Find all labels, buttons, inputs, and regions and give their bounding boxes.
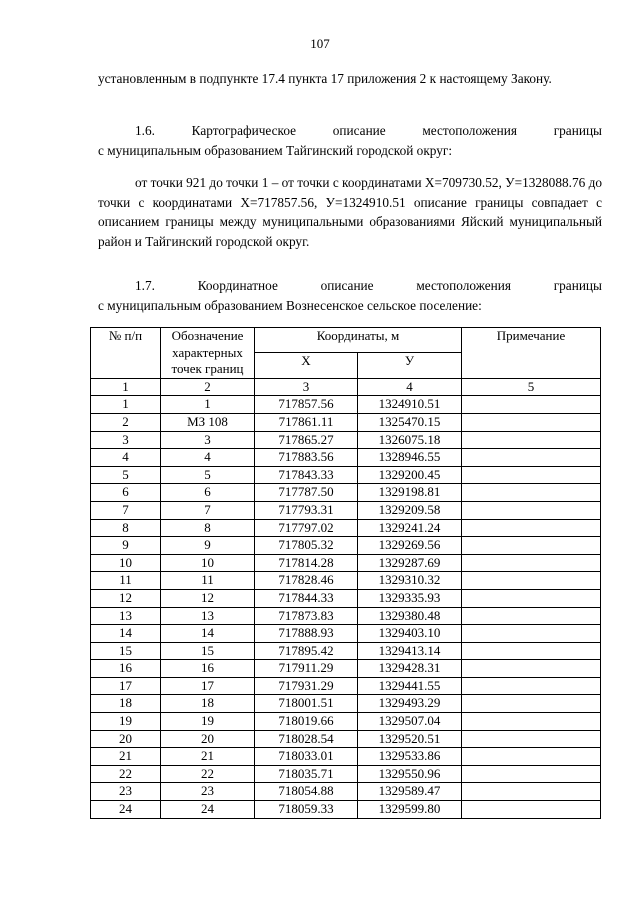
cell-y: 1324910.51 — [358, 396, 462, 414]
table-row — [91, 537, 601, 555]
cell-num: 22 — [91, 765, 161, 783]
cell-x: 717793.31 — [255, 501, 358, 519]
cell-num: 2 — [91, 413, 161, 431]
cell-x: 717888.93 — [255, 625, 358, 643]
cell-num: 15 — [91, 642, 161, 660]
cell-y: 1329428.31 — [358, 660, 462, 678]
cell-designation: 4 — [161, 449, 255, 467]
table-row — [91, 625, 601, 643]
column-number: 3 — [255, 378, 358, 396]
cell-num: 13 — [91, 607, 161, 625]
cell-x: 717843.33 — [255, 466, 358, 484]
cell-x: 717797.02 — [255, 519, 358, 537]
cell-x: 718001.51 — [255, 695, 358, 713]
cell-y: 1329533.86 — [358, 748, 462, 766]
cell-designation: 5 — [161, 466, 255, 484]
cell-num: 12 — [91, 589, 161, 607]
cell-designation: МЗ 108 — [161, 413, 255, 431]
cell-num: 11 — [91, 572, 161, 590]
section-1-6-line1: 1.6. Картографическое описание местоположения границы — [135, 123, 602, 138]
cell-note — [462, 449, 601, 467]
cell-y: 1326075.18 — [358, 431, 462, 449]
cell-note — [462, 713, 601, 731]
cell-num: 21 — [91, 748, 161, 766]
table-row — [91, 413, 601, 431]
cell-note — [462, 589, 601, 607]
cell-x: 718059.33 — [255, 801, 358, 819]
cell-note — [462, 783, 601, 801]
header-x: Х — [255, 353, 358, 378]
table-row — [91, 554, 601, 572]
table-row — [91, 466, 601, 484]
column-number: 2 — [161, 378, 255, 396]
cell-x: 717828.46 — [255, 572, 358, 590]
header-coords: Координаты, м — [255, 328, 462, 353]
table-row — [91, 519, 601, 537]
cell-y: 1329493.29 — [358, 695, 462, 713]
cell-y: 1329269.56 — [358, 537, 462, 555]
cell-note — [462, 413, 601, 431]
cell-note — [462, 537, 601, 555]
column-number: 1 — [91, 378, 161, 396]
table-row — [91, 660, 601, 678]
cell-x: 717873.83 — [255, 607, 358, 625]
table-row — [91, 501, 601, 519]
column-number: 5 — [462, 378, 601, 396]
cell-x: 717861.11 — [255, 413, 358, 431]
cell-y: 1329200.45 — [358, 466, 462, 484]
cell-num: 24 — [91, 801, 161, 819]
table-row — [91, 431, 601, 449]
cell-designation: 15 — [161, 642, 255, 660]
table-row — [91, 695, 601, 713]
cell-designation: 17 — [161, 677, 255, 695]
header-note: Примечание — [462, 328, 601, 379]
cell-note — [462, 765, 601, 783]
cell-num: 18 — [91, 695, 161, 713]
table-row — [91, 730, 601, 748]
section-1-7-line1: 1.7. Координатное описание местоположения границы — [135, 278, 602, 293]
cell-note — [462, 801, 601, 819]
cell-note — [462, 748, 601, 766]
cell-y: 1329209.58 — [358, 501, 462, 519]
cell-designation: 3 — [161, 431, 255, 449]
header-num: № п/п — [91, 328, 161, 379]
cell-y: 1329335.93 — [358, 589, 462, 607]
cell-note — [462, 501, 601, 519]
paragraph-continuation: установленным в подпункте 17.4 пункта 17 приложения 2 к настоящему Закону. — [98, 71, 552, 86]
cell-y: 1329441.55 — [358, 677, 462, 695]
cell-x: 717895.42 — [255, 642, 358, 660]
cell-x: 718033.01 — [255, 748, 358, 766]
cell-num: 3 — [91, 431, 161, 449]
cell-x: 718019.66 — [255, 713, 358, 731]
cell-x: 718054.88 — [255, 783, 358, 801]
cell-designation: 7 — [161, 501, 255, 519]
cell-num: 19 — [91, 713, 161, 731]
cell-x: 718035.71 — [255, 765, 358, 783]
cell-designation: 1 — [161, 396, 255, 414]
cell-designation: 20 — [161, 730, 255, 748]
cell-note — [462, 554, 601, 572]
table-row — [91, 642, 601, 660]
cell-designation: 23 — [161, 783, 255, 801]
cell-y: 1329550.96 — [358, 765, 462, 783]
page-number: 107 — [310, 36, 330, 51]
table-row — [91, 765, 601, 783]
column-numbers-row — [91, 378, 601, 396]
cell-y: 1325470.15 — [358, 413, 462, 431]
cell-x: 717805.32 — [255, 537, 358, 555]
cell-x: 717787.50 — [255, 484, 358, 502]
cell-designation: 8 — [161, 519, 255, 537]
section-1-6-line2: с муниципальным образованием Тайгинский городской округ: — [98, 142, 453, 158]
table-row — [91, 572, 601, 590]
cell-x: 717814.28 — [255, 554, 358, 572]
cell-note — [462, 484, 601, 502]
table-row — [91, 677, 601, 695]
cell-num: 1 — [91, 396, 161, 414]
cell-designation: 10 — [161, 554, 255, 572]
cell-designation: 21 — [161, 748, 255, 766]
cell-y: 1328946.55 — [358, 449, 462, 467]
cell-num: 6 — [91, 484, 161, 502]
cell-y: 1329198.81 — [358, 484, 462, 502]
cell-note — [462, 519, 601, 537]
cell-note — [462, 695, 601, 713]
cell-y: 1329413.14 — [358, 642, 462, 660]
table-row — [91, 484, 601, 502]
cell-note — [462, 396, 601, 414]
cell-y: 1329310.32 — [358, 572, 462, 590]
table-row — [91, 748, 601, 766]
cell-designation: 14 — [161, 625, 255, 643]
cell-designation: 9 — [161, 537, 255, 555]
cell-designation: 18 — [161, 695, 255, 713]
cell-x: 717865.27 — [255, 431, 358, 449]
table-row — [91, 589, 601, 607]
cell-num: 9 — [91, 537, 161, 555]
table-body — [91, 396, 601, 818]
cell-note — [462, 660, 601, 678]
header-y: У — [358, 353, 462, 378]
column-number: 4 — [358, 378, 462, 396]
cell-designation: 11 — [161, 572, 255, 590]
table-row — [91, 801, 601, 819]
cell-x: 717911.29 — [255, 660, 358, 678]
cell-y: 1329403.10 — [358, 625, 462, 643]
cell-designation: 16 — [161, 660, 255, 678]
cell-y: 1329599.80 — [358, 801, 462, 819]
cell-y: 1329589.47 — [358, 783, 462, 801]
cell-num: 23 — [91, 783, 161, 801]
coordinates-table — [90, 327, 601, 819]
table-row — [91, 713, 601, 731]
cell-num: 14 — [91, 625, 161, 643]
cell-num: 20 — [91, 730, 161, 748]
cell-designation: 6 — [161, 484, 255, 502]
cell-y: 1329520.51 — [358, 730, 462, 748]
cell-num: 8 — [91, 519, 161, 537]
cell-y: 1329241.24 — [358, 519, 462, 537]
cell-num: 16 — [91, 660, 161, 678]
cell-designation: 24 — [161, 801, 255, 819]
cell-x: 717931.29 — [255, 677, 358, 695]
cell-x: 718028.54 — [255, 730, 358, 748]
section-1-7-line2: с муниципальным образованием Вознесенское сельское поселение: — [98, 297, 482, 313]
cell-x: 717844.33 — [255, 589, 358, 607]
cell-designation: 19 — [161, 713, 255, 731]
section-1-6 — [98, 121, 602, 160]
cell-num: 17 — [91, 677, 161, 695]
table-row — [91, 607, 601, 625]
cell-note — [462, 642, 601, 660]
cell-num: 4 — [91, 449, 161, 467]
cell-note — [462, 466, 601, 484]
cell-designation: 22 — [161, 765, 255, 783]
cell-designation: 13 — [161, 607, 255, 625]
section-1-7 — [98, 276, 602, 315]
cell-y: 1329287.69 — [358, 554, 462, 572]
cell-num: 5 — [91, 466, 161, 484]
cell-x: 717883.56 — [255, 449, 358, 467]
table-row — [91, 396, 601, 414]
cell-note — [462, 730, 601, 748]
table-row — [91, 449, 601, 467]
boundary-description: от точки 921 до точки 1 – от точки с координатами Х=709730.52, У=1328088.76 до точки с координатами Х=717857.56, У=1324910.51 описание границы совпадает с описанием границы между муниципальными образованиями Яйский муниципальный район и Тайгинский городской округ. — [98, 175, 602, 249]
cell-note — [462, 625, 601, 643]
cell-note — [462, 572, 601, 590]
cell-num: 7 — [91, 501, 161, 519]
cell-note — [462, 431, 601, 449]
table-row — [91, 783, 601, 801]
cell-y: 1329380.48 — [358, 607, 462, 625]
cell-designation: 12 — [161, 589, 255, 607]
header-designation: Обозначение характерных точек границ — [161, 328, 255, 379]
cell-note — [462, 677, 601, 695]
cell-y: 1329507.04 — [358, 713, 462, 731]
cell-num: 10 — [91, 554, 161, 572]
cell-note — [462, 607, 601, 625]
cell-x: 717857.56 — [255, 396, 358, 414]
